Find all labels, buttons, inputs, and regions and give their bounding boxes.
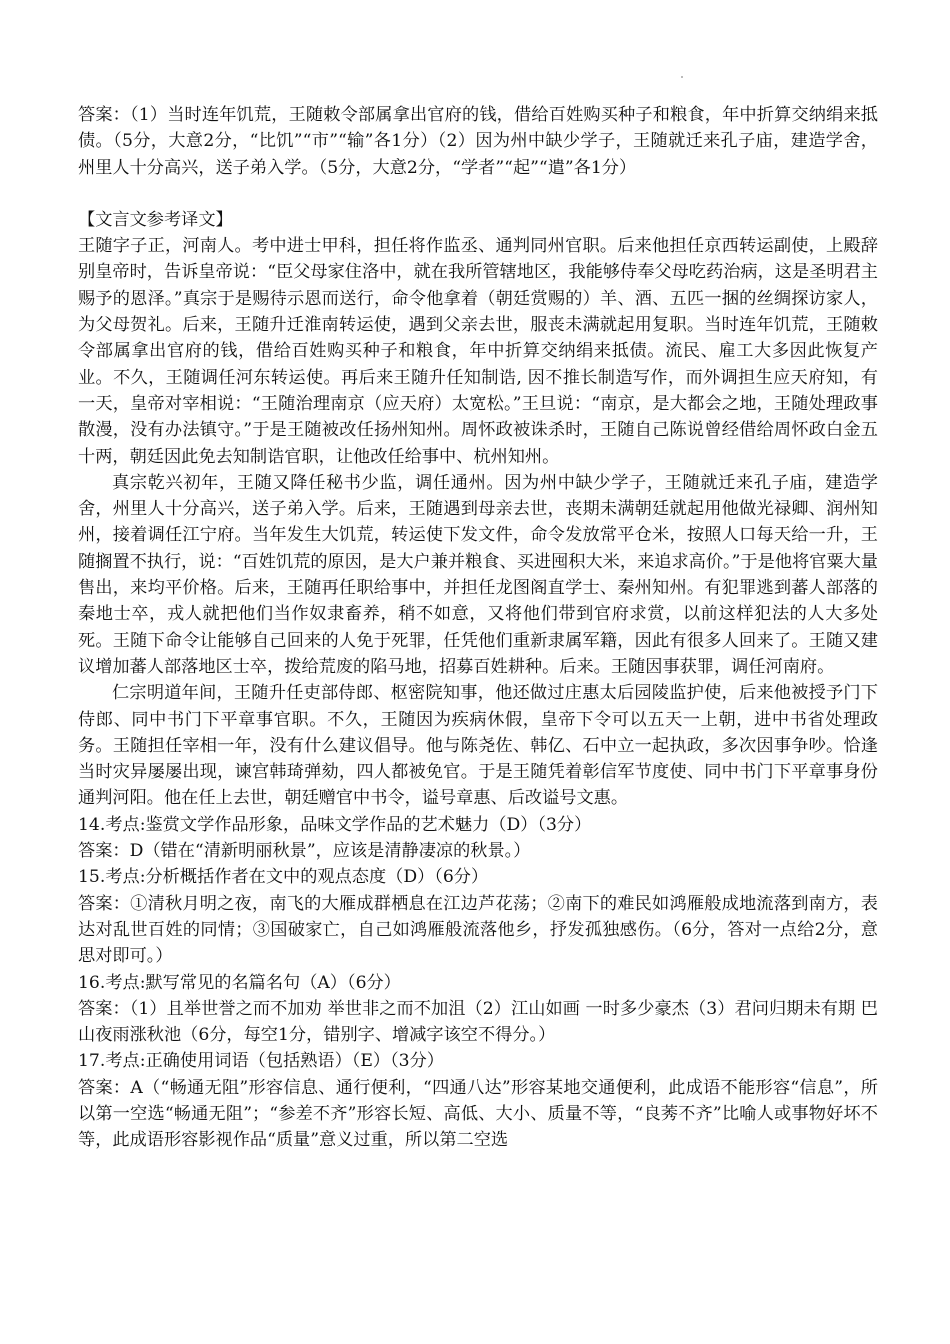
question-15-answer: 答案：①清秋月明之夜，南飞的大雁成群栖息在江边芦花荡；②南下的难民如鸿雁般成地流落到南方，表达对乱世百姓的同情；③国破家亡，自己如鸿雁般流落他乡，抒发孤独感伤。（6分，答对一点给2分，意思对即可。） — [78, 893, 878, 967]
translation-paragraph-2: 真宗乾兴初年，王随又降任秘书少监，调任通州。因为州中缺少学子，王随就迁来孔子庙，建造学舍，州里人十分高兴，送子弟入学。后来，王随遇到母亲去世，丧期未满朝廷就起用他做光禄卿、润州知州，接着调任江宁府。当年发生大饥荒，转运使下发文件，命令发放常平仓米，按照人口每天给一升，王随搁置不执行，说：“百姓饥荒的原因，是大户兼并粮食、买进囤积大米，来追求高价。”于是他将官粟大量售出，来均平价格。后来，王随再任职给事中，并担任龙图阁直学士、秦州知州。有犯罪逃到蕃人部落的秦地士卒，戎人就把他们当作奴隶畜养，稍不如意，又将他们带到官府求赏，以前这样犯法的人大多处死。王随下命令让能够自己回来的人免于死罪，任凭他们重新隶属军籍，因此有很多人回来了。王随又建议增加蕃人部落地区士卒，拨给荒废的陷马地，招募百姓耕种。后来。王随因事获罪，调任河南府。 — [78, 472, 878, 677]
question-16-title: 16.考点:默写常见的名篇名句（A）（6分） — [78, 972, 401, 993]
page-dot-mark — [681, 76, 683, 78]
question-14-title: 14.考点:鉴赏文学作品形象，品味文学作品的艺术魅力（D）（3分） — [78, 814, 592, 835]
document-body — [78, 102, 878, 1154]
translation-paragraph-3: 仁宗明道年间，王随升任吏部侍郎、枢密院知事，他还做过庄惠太后园陵监护使，后来他被授予门下侍郎、同中书门下平章事官职。不久，王随因为疾病休假，皇帝下令可以五天一上朝，进中书省处理政务。王随担任宰相一年，没有什么建议倡导。他与陈尧佐、韩亿、石中立一起执政，多次因事争吵。恰逢当时灾异屡屡出现，谏宫韩琦弹劾，四人都被免官。于是王随凭着彰信军节度使、同中书门下平章事身份通判河阳。他在任上去世，朝廷赠官中书令，谥号章惠、后改谥号文惠。 — [78, 683, 878, 809]
translation-paragraph-1: 王随字子正，河南人。考中进士甲科，担任将作监丞、通判同州官职。后来他担任京西转运副使，上殿辞别皇帝时，告诉皇帝说：“臣父母家住洛中，就在我所管辖地区，我能够侍奉父母吃药治病，这是圣明君主赐予的恩泽。”真宗于是赐待示恩而送行，命令他拿着（朝廷赏赐的）羊、酒、五匹一捆的丝绸探访家人，为父母贺礼。后来，王随升迁淮南转运使，遇到父亲去世，服丧未满就起用复职。当时连年饥荒，王随敕令部属拿出官府的钱，借给百姓购买种子和粮食，年中折算交纳绢来抵债。流民、雇工大多因此恢复产业。不久，王随调任河东转运使。再后来王随升任知制诰, 因不推长制造写作，而外调担生应天府知，有一天，皇帝对宰相说：“王随治理南京（应天府）太宽松。”王旦说：“南京，是大都会之地，王随处理政事散漫，没有办法镇守。”于是王随被改任扬州知州。周怀政被诛杀时，王随自己陈说曾经借给周怀政白金五十两，朝廷因此免去知制诰官职，让他改任给事中、杭州知州。 — [78, 236, 878, 467]
question-14-answer: 答案：D（错在“清新明丽秋景”，应该是清静凄凉的秋景。） — [78, 841, 531, 862]
question-16-answer: 答案：（1）且举世誉之而不加劝 举世非之而不加沮（2）江山如画 一时多少豪杰（3）君问归期未有期 巴山夜雨涨秋池（6分，每空1分，错别字、增减字该空不得分。） — [78, 998, 878, 1046]
paragraph-gap — [78, 181, 878, 207]
question-17-answer: 答案：A（“畅通无阻”形容信息、通行便利，“四通八达”形容某地交通便利，此成语不能形容“信息”，所以第一空选“畅通无阻”；“参差不齐”形容长短、高低、大小、质量不等，“良莠不齐”比喻人或事物好坏不等，此成语形容影视作品“质量”意义过重，所以第二空选 — [78, 1077, 878, 1151]
translation-heading: 【文言文参考译文】 — [78, 209, 233, 230]
answer-13: 答案：（1）当时连年饥荒，王随敕令部属拿出官府的钱，借给百姓购买种子和粮食，年中折算交纳绢来抵债。（5分，大意2分，“比饥”“市”“输”各1分）（2）因为州中缺少学子，王随就迁来孔子庙，建造学舍，州里人十分高兴，送子弟入学。（5分，大意2分，“学者”“起”“遣”各1分） — [78, 105, 878, 178]
question-17-title: 17.考点:正确使用词语（包括熟语）（E）（3分） — [78, 1051, 444, 1072]
question-15-title: 15.考点:分析概括作者在文中的观点态度（D）（6分） — [78, 867, 489, 888]
